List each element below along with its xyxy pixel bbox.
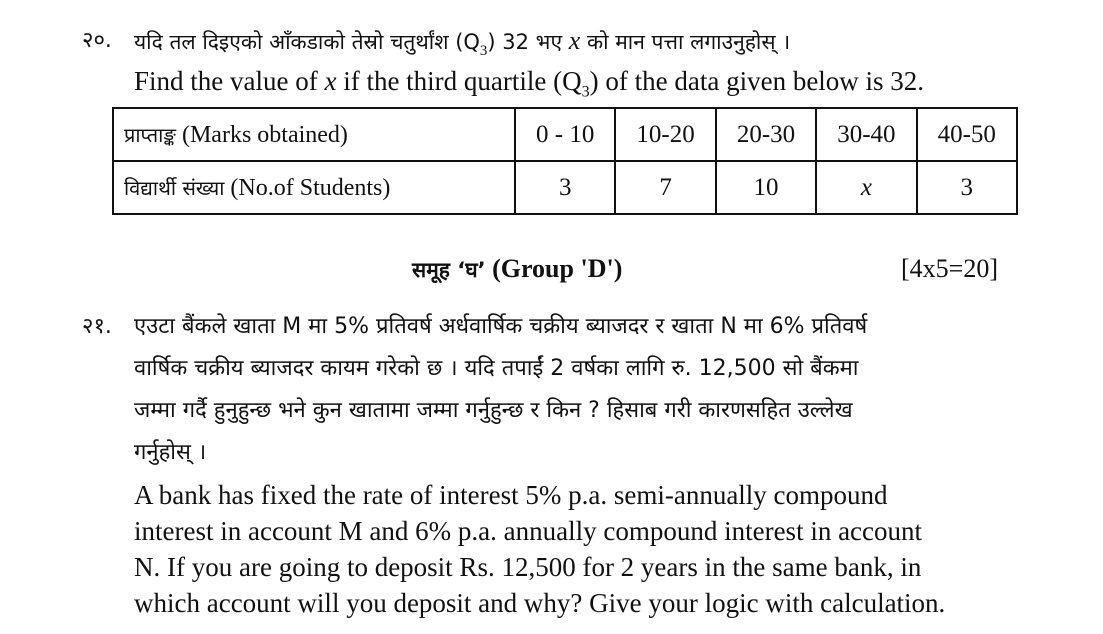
q21-nepali-line: वार्षिक चक्रीय ब्याजदर कायम गरेको छ । यदि तपाईं 2 वर्षका लागि रु. 12,500 सो बैंकमा <box>134 356 859 381</box>
table-cell-marks: 10-20 <box>615 108 715 161</box>
q21-english-line: interest in account M and 6% p.a. annually compound interest in account <box>134 516 923 546</box>
table-cell-students: 3 <box>515 161 615 214</box>
row-label-students-nepali: विद्यार्थी संख्या <box>124 175 225 200</box>
question-20-nepali-text <box>134 24 790 68</box>
q21-english-line: which account will you deposit and why? Give your logic with calculation. <box>134 588 946 618</box>
group-heading <box>412 254 622 284</box>
table-cell-marks: 40-50 <box>917 108 1017 161</box>
table-cell-students: x <box>816 161 916 214</box>
q21-english-line: N. If you are going to deposit Rs. 12,500 for 2 years in the same bank, in <box>134 552 922 582</box>
q20-nepali-mid: ) 32 भए <box>487 30 569 54</box>
question-20-number: २०. <box>82 28 112 53</box>
q20-nepali-suffix: को मान पत्ता लगाउनुहोस् । <box>580 30 791 54</box>
table-row-marks <box>113 108 1017 161</box>
table-cell-students: 7 <box>615 161 715 214</box>
table-cell-marks: 30-40 <box>816 108 916 161</box>
q20-english-subscript: 3 <box>581 83 590 101</box>
q21-nepali-line: जम्मा गर्दै हुनुहुन्छ भने कुन खातामा जम्मा गर्नुहुन्छ र किन ? हिसाब गरी कारणसहित उल्लेख <box>134 398 853 423</box>
question-20-english-text <box>134 64 924 109</box>
table-cell-marks: 20-30 <box>716 108 816 161</box>
row-label-students-english: (No.of Students) <box>224 174 391 201</box>
group-marks: [4x5=20] <box>901 254 998 283</box>
q20-english-mid: if the third quartile (Q <box>336 66 582 96</box>
q21-nepali-line: एउटा बैंकले खाता M मा 5% प्रतिवर्ष अर्धवार्षिक चक्रीय ब्याजदर र खाता N मा 6% प्रतिवर्ष <box>134 314 868 339</box>
q20-nepali-prefix: यदि तल दिइएको आँकडाको तेस्रो चतुर्थांश (Q <box>134 30 480 54</box>
table-row-students <box>113 161 1017 214</box>
table-cell-students: 3 <box>917 161 1017 214</box>
q20-english-suffix: ) of the data given below is 32. <box>589 66 925 96</box>
group-heading-nepali: समूह ‘घ’ <box>412 258 486 282</box>
row-label-marks-nepali: प्राप्ताङ्क <box>124 122 176 147</box>
group-heading-english: (Group 'D') <box>485 254 623 283</box>
table-cell-marks: 0 - 10 <box>515 108 615 161</box>
row-label-marks-english: (Marks obtained) <box>175 121 348 148</box>
q20-english-prefix: Find the value of <box>134 66 325 96</box>
table-cell-students: 10 <box>716 161 816 214</box>
marks-frequency-table <box>112 107 1018 215</box>
question-21-number: २१. <box>82 314 112 339</box>
q20-nepali-variable: x <box>568 26 581 55</box>
q21-nepali-line: गर्नुहोस् । <box>134 440 207 465</box>
row-label-marks <box>113 108 515 161</box>
q20-nepali-subscript: 3 <box>479 43 488 60</box>
row-label-students <box>113 161 515 214</box>
q20-english-variable: x <box>324 66 337 96</box>
q21-english-line: A bank has fixed the rate of interest 5% p.a. semi-annually compound <box>134 480 888 510</box>
